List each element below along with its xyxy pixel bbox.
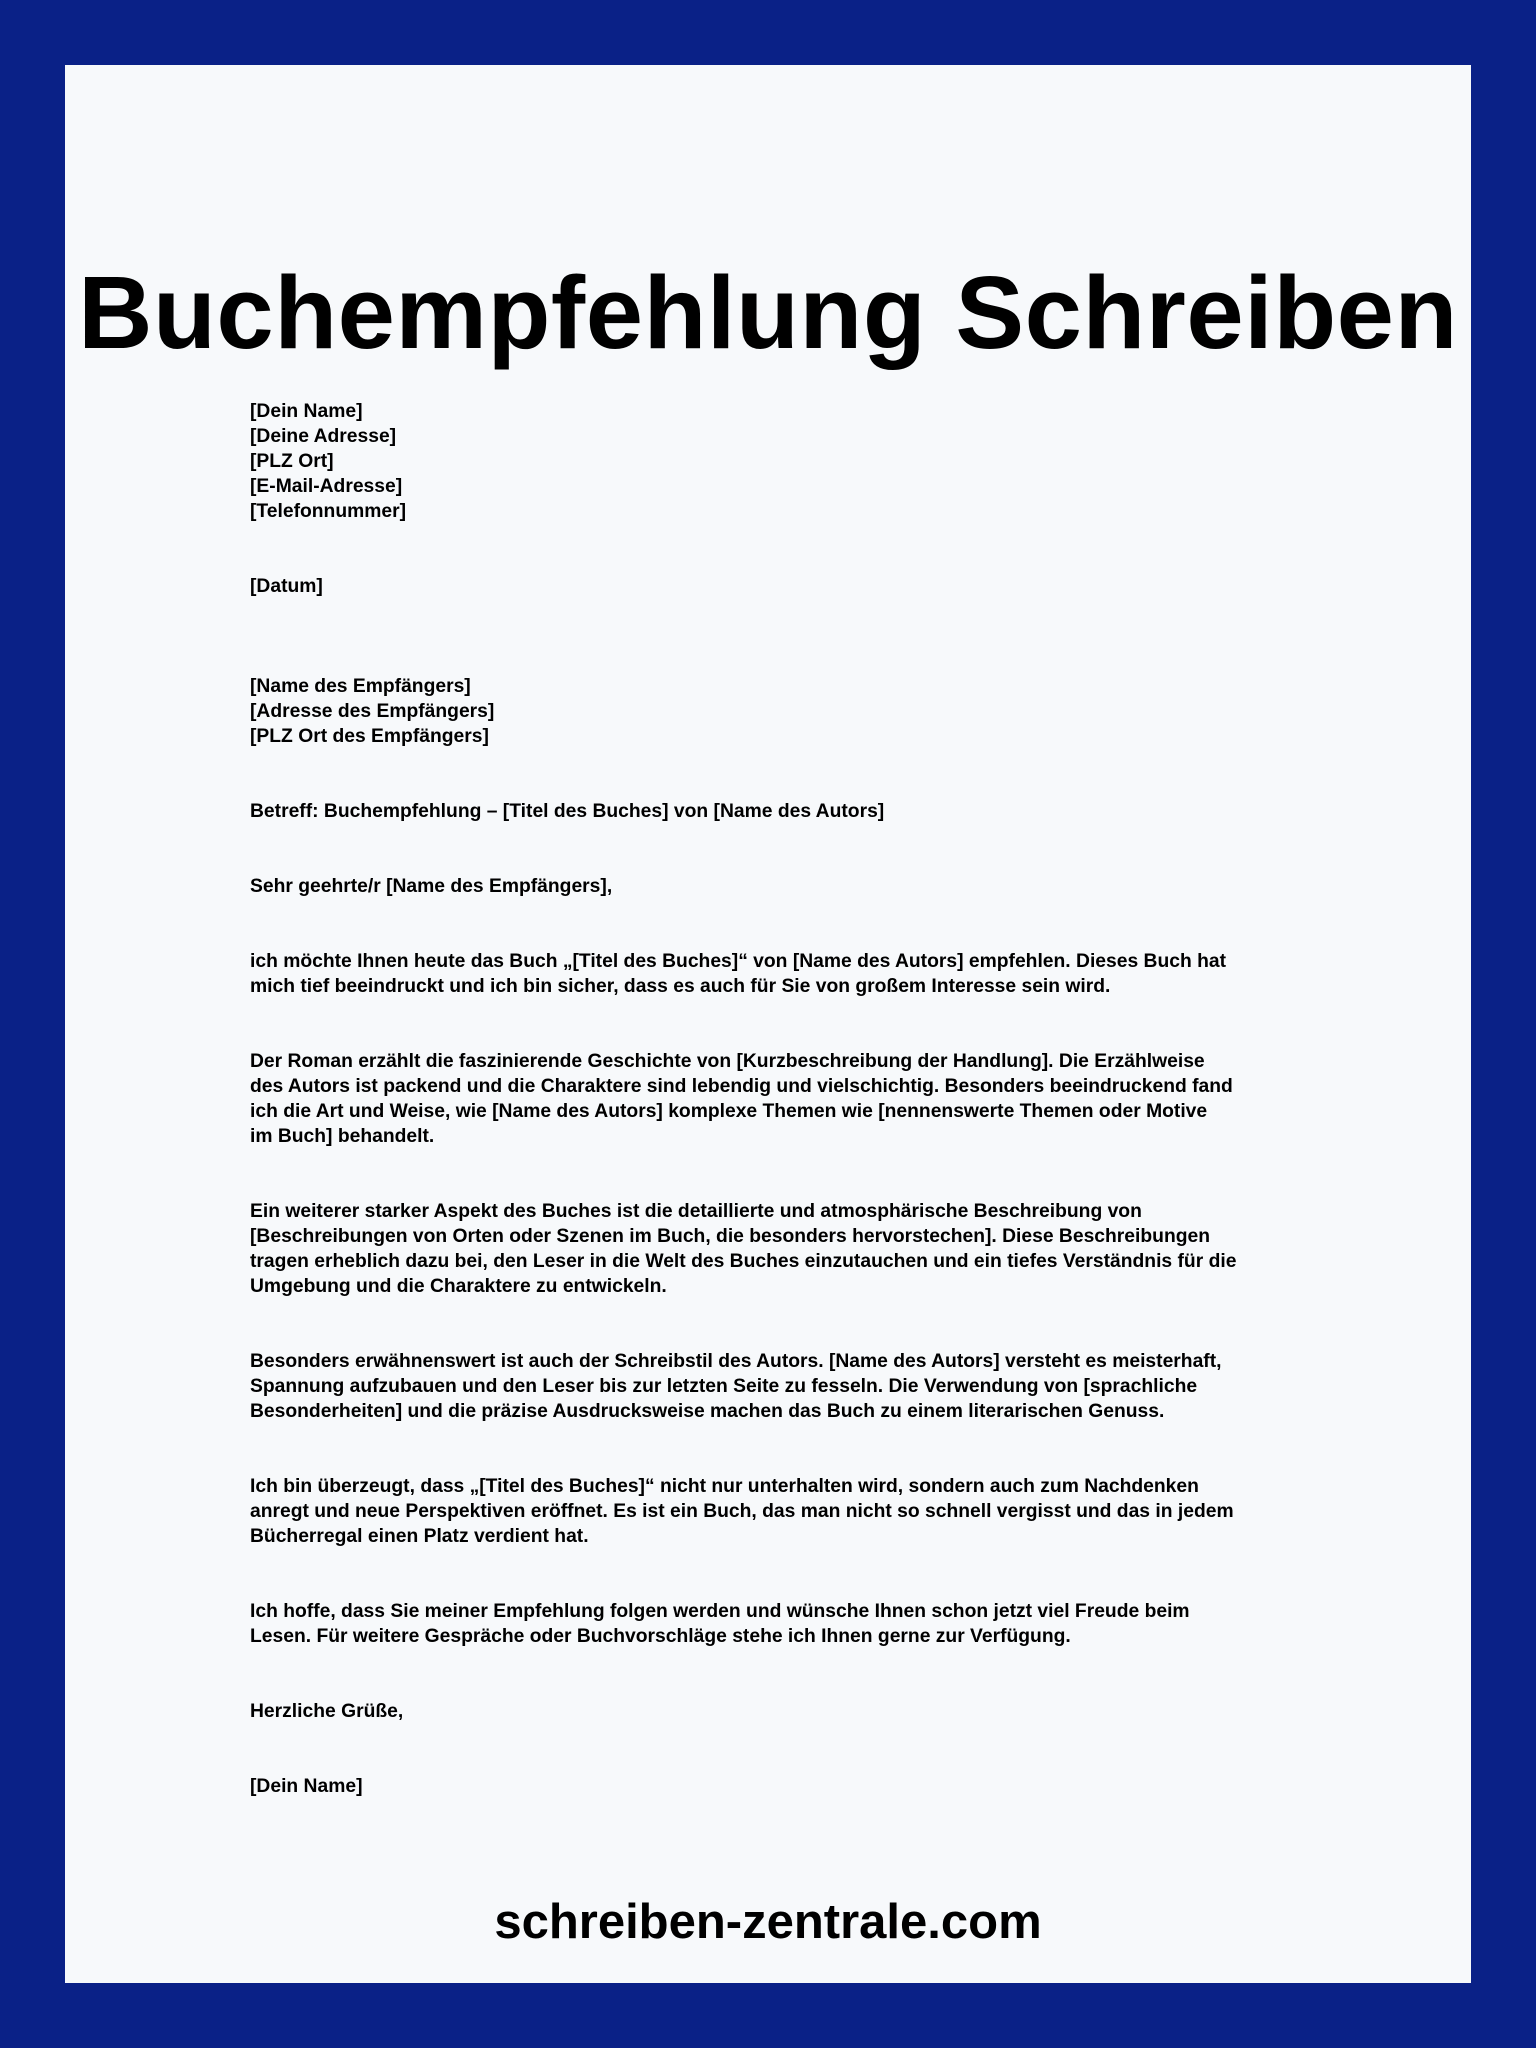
- recipient-name: [Name des Empfängers]: [250, 676, 471, 697]
- paragraph: [250, 1474, 1360, 1549]
- paragraph-line: mich tief beeindruckt und ich bin sicher, dass es auch für Sie von großem Interesse sein wird.: [250, 976, 1111, 997]
- paragraph-line: Bücherregal einen Platz verdient hat.: [250, 1526, 589, 1547]
- paragraph-line: des Autors ist packend und die Charaktere sind lebendig und vielschichtig. Besonders beeindruckend fand: [250, 1076, 1233, 1097]
- paragraph: [250, 949, 1360, 999]
- paragraph-line: Besonderheiten] und die präzise Ausdrucksweise machen das Buch zu einem literarischen Genuss.: [250, 1401, 1165, 1422]
- signature: [Dein Name]: [250, 1776, 363, 1797]
- sender-phone: [Telefonnummer]: [250, 501, 407, 522]
- closing: Herzliche Grüße,: [250, 1701, 404, 1722]
- paragraph: [250, 1349, 1360, 1424]
- letter-body: [250, 399, 1360, 1799]
- paragraph-line: ich die Art und Weise, wie [Name des Autors] komplexe Themen wie [nennenswerte Themen oder Motive: [250, 1101, 1208, 1122]
- sender-block: [250, 399, 1360, 524]
- paragraph-line: Spannung aufzubauen und den Leser bis zur letzten Seite zu fesseln. Die Verwendung von [sprachliche: [250, 1376, 1198, 1397]
- paragraph-line: Ich hoffe, dass Sie meiner Empfehlung folgen werden und wünsche Ihnen schon jetzt viel Freude beim: [250, 1601, 1190, 1622]
- salutation: Sehr geehrte/r [Name des Empfängers],: [250, 876, 613, 897]
- paragraph-line: [Beschreibungen von Orten oder Szenen im Buch, die besonders hervorstechen]. Diese Beschreibungen: [250, 1226, 1211, 1247]
- subject-line: Betreff: Buchempfehlung – [Titel des Buches] von [Name des Autors]: [250, 801, 885, 822]
- sender-email: [E-Mail-Adresse]: [250, 476, 403, 497]
- paragraph: [250, 1049, 1360, 1149]
- paragraph-line: Lesen. Für weitere Gespräche oder Buchvorschläge stehe ich Ihnen gerne zur Verfügung.: [250, 1626, 1071, 1647]
- paragraph-line: Der Roman erzählt die faszinierende Geschichte von [Kurzbeschreibung der Handlung]. Die Erzählweise: [250, 1051, 1205, 1072]
- paragraph-line: ich möchte Ihnen heute das Buch „[Titel des Buches]“ von [Name des Autors] empfehlen. Dieses Buch hat: [250, 951, 1227, 972]
- paragraph-line: Besonders erwähnenswert ist auch der Schreibstil des Autors. [Name des Autors] versteht es meisterhaft,: [250, 1351, 1222, 1372]
- recipient-address: [Adresse des Empfängers]: [250, 701, 495, 722]
- recipient-city: [PLZ Ort des Empfängers]: [250, 726, 489, 747]
- paragraph-line: tragen erheblich dazu bei, den Leser in die Welt des Buches einzutauchen und ein tiefes Verständnis für die: [250, 1251, 1237, 1272]
- sender-name: [Dein Name]: [250, 401, 363, 422]
- paragraph-line: Umgebung und die Charaktere zu entwickeln.: [250, 1276, 667, 1297]
- paragraph: [250, 1199, 1360, 1299]
- paragraph-line: anregt und neue Perspektiven eröffnet. Es ist ein Buch, das man nicht so schnell vergisst und das in jedem: [250, 1501, 1234, 1522]
- sender-city: [PLZ Ort]: [250, 451, 334, 472]
- paragraph-line: im Buch] behandelt.: [250, 1126, 435, 1147]
- paragraph: [250, 1599, 1360, 1649]
- page-title: Buchempfehlung Schreiben: [78, 255, 1458, 370]
- paragraph-line: Ein weiterer starker Aspekt des Buches ist die detaillierte und atmosphärische Beschreibung von: [250, 1201, 1142, 1222]
- letter-date: [Datum]: [250, 576, 323, 597]
- document-sheet: [65, 65, 1471, 1983]
- recipient-block: [250, 674, 1360, 749]
- paragraph-line: Ich bin überzeugt, dass „[Titel des Buches]“ nicht nur unterhalten wird, sondern auch zum Nachdenken: [250, 1476, 1199, 1497]
- footer-website: schreiben-zentrale.com: [494, 1895, 1042, 1949]
- sender-address: [Deine Adresse]: [250, 426, 397, 447]
